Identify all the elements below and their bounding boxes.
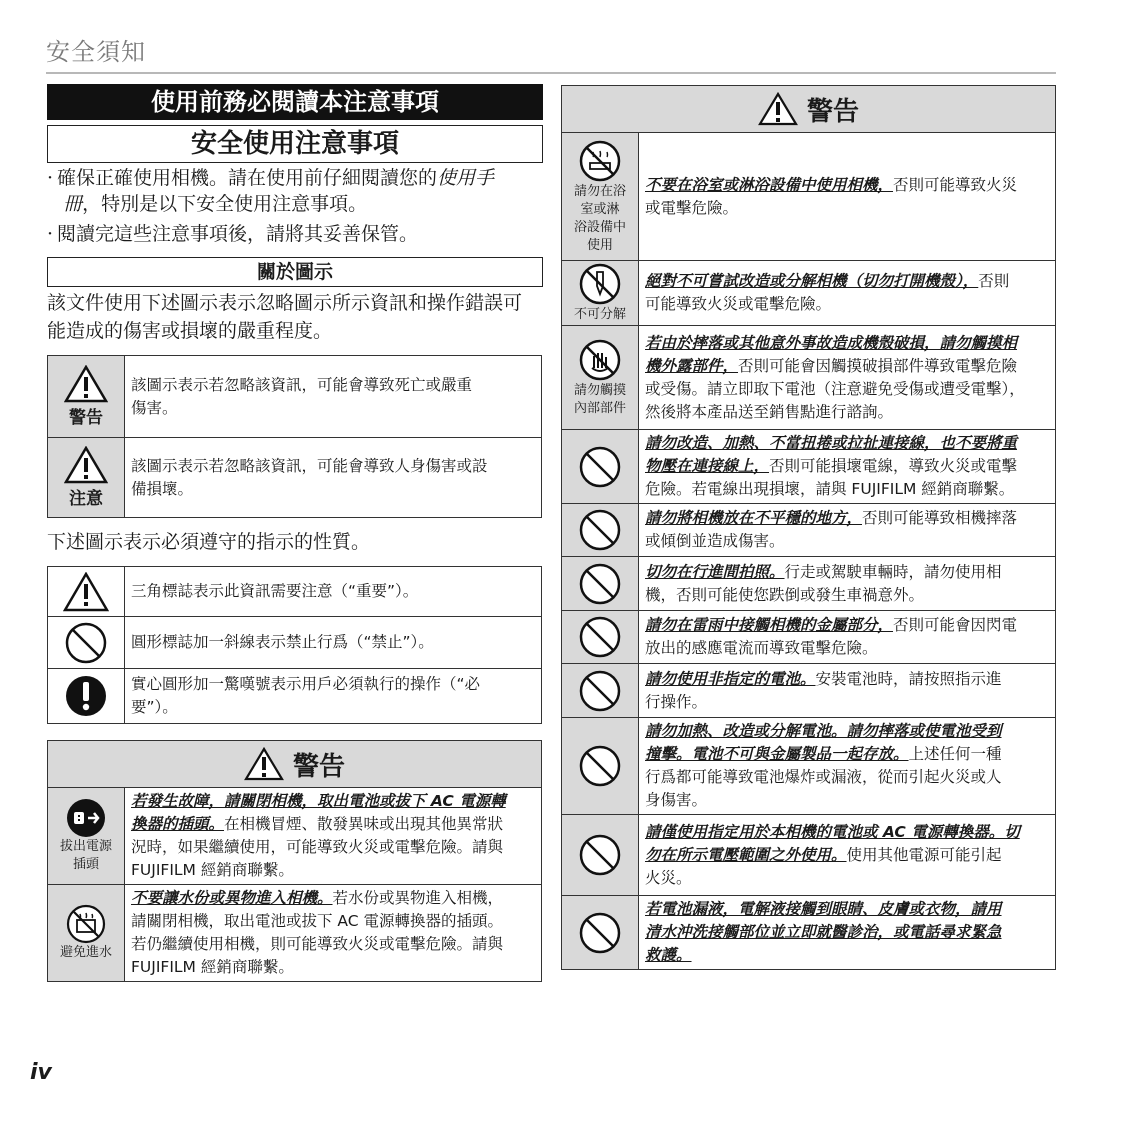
text-line bbox=[645, 898, 1049, 921]
emphasis-text: 清水沖洗接觸部位並立即就醫診治，或電話尋求緊急 bbox=[645, 923, 1002, 941]
prohibition-icon bbox=[578, 833, 622, 877]
warning-text bbox=[639, 896, 1056, 970]
icon-cell bbox=[562, 815, 639, 896]
icon-cell bbox=[562, 133, 639, 261]
symbol-text: 三角標誌表示此資訊需要注意（“重要”）。 bbox=[125, 567, 542, 617]
text-line bbox=[645, 614, 1049, 637]
warning-cell bbox=[48, 356, 125, 438]
body-text: 危險。若電線出現損壞，請與 FUJIFILM 經銷商聯繫。 bbox=[645, 480, 1015, 498]
prohibition-icon bbox=[578, 669, 622, 713]
severity-row-caution bbox=[48, 438, 542, 518]
body-text: FUJIFILM 經銷商聯繫。 bbox=[131, 861, 294, 879]
body-text: 否則可能會因觸摸破損部件導致電擊危險 bbox=[738, 356, 1018, 375]
body-text: 在相機冒煙、散發異味或出現其他異常狀 bbox=[224, 815, 504, 833]
severity-table bbox=[47, 355, 542, 518]
prohibition-icon bbox=[578, 562, 622, 606]
text-line bbox=[645, 789, 1049, 812]
para-line: 能造成的傷害或損壞的嚴重程度。 bbox=[47, 320, 333, 342]
warning-row bbox=[562, 611, 1056, 664]
warning-row bbox=[562, 664, 1056, 718]
body-text: 況時，如果繼續使用，可能導致火災或電擊危險。請與 bbox=[131, 838, 504, 856]
prohibition-icon bbox=[578, 744, 622, 788]
symbol-row-mandatory bbox=[48, 669, 542, 724]
icon-label: 避免進水 bbox=[59, 945, 112, 960]
unplug-icon bbox=[66, 798, 106, 838]
prohibition-icon bbox=[578, 615, 622, 659]
body-text: 或傾倒並造成傷害。 bbox=[645, 532, 785, 550]
symbol-cell bbox=[48, 567, 125, 617]
icon-label: 內部部件 bbox=[573, 400, 626, 416]
body-text: FUJIFILM 經銷商聯繫。 bbox=[131, 958, 294, 976]
warning-row-unplug bbox=[48, 788, 542, 885]
prohibition-icon bbox=[578, 911, 622, 955]
icon-label: 請勿在浴 bbox=[573, 183, 626, 199]
emphasis-text: 若電池漏液，電解液接觸到眼睛、皮膚或衣物，請用 bbox=[645, 900, 1002, 918]
manual-ref: 冊 bbox=[63, 193, 83, 215]
warning-header bbox=[562, 86, 1056, 133]
body-text: 火災。 bbox=[645, 868, 692, 887]
icons-description bbox=[47, 289, 547, 345]
text-line bbox=[645, 844, 1049, 867]
icon-label: 不可分解 bbox=[573, 307, 626, 322]
no-touch-icon bbox=[578, 338, 622, 382]
warning-text bbox=[639, 133, 1056, 261]
body-text: 行走或駕駛車輛時，請勿使用相 bbox=[784, 562, 1002, 581]
left-warning-table bbox=[47, 740, 542, 982]
warning-row bbox=[562, 504, 1056, 557]
text-line bbox=[645, 720, 1049, 743]
emphasis-text: 若發生故障，請關閉相機，取出電池或拔下 AC 電源轉 bbox=[131, 792, 506, 810]
warning-header-label: 警告 bbox=[807, 96, 860, 127]
emphasis-text: 機外露部件， bbox=[645, 356, 739, 375]
warning-header-row bbox=[562, 86, 1056, 133]
no-water-icon bbox=[66, 904, 106, 944]
icon-cell bbox=[562, 557, 639, 611]
bullet-text: 確保正確使用相機。請在使用前仔細閱讀您的 bbox=[57, 167, 438, 189]
text-line bbox=[645, 332, 1049, 355]
emphasis-text: 若由於摔落或其他意外事故造成機殼破損，請勿觸摸相 bbox=[645, 333, 1018, 352]
body-text: 行操作。 bbox=[645, 692, 708, 711]
warning-text bbox=[639, 718, 1056, 815]
emphasis-text: 不要讓水份或異物進入相機。 bbox=[131, 889, 333, 907]
text-line bbox=[645, 455, 1049, 478]
body-text: 若仍繼續使用相機，則可能導致火災或電擊危險。請與 bbox=[131, 935, 504, 953]
warning-text bbox=[639, 815, 1056, 896]
warning-triangle-icon bbox=[244, 747, 284, 781]
page-header-title: 安全須知 bbox=[46, 38, 146, 66]
text-line bbox=[645, 921, 1049, 944]
warning-row bbox=[562, 896, 1056, 970]
text-line bbox=[645, 432, 1049, 455]
severity-label: 警告 bbox=[69, 408, 103, 428]
icon-cell bbox=[562, 896, 639, 970]
prohibition-icon bbox=[578, 508, 622, 552]
unplug-cell bbox=[48, 788, 125, 885]
para-line: 該文件使用下述圖示表示忽略圖示所示資訊和操作錯誤可 bbox=[47, 292, 523, 314]
text-line: 該圖示表示若忽略該資訊，可能會導致人身傷害或設 bbox=[131, 456, 488, 475]
body-text: 身傷害。 bbox=[645, 791, 708, 809]
text-line bbox=[645, 584, 1049, 607]
warning-text bbox=[639, 664, 1056, 718]
warning-text bbox=[639, 557, 1056, 611]
prohibition-icon bbox=[64, 621, 108, 665]
instruction-description: 下述圖示表示必須遵守的指示的性質。 bbox=[47, 531, 371, 553]
emphasis-text: 救護。 bbox=[645, 946, 692, 964]
body-text: 否則可能導致相機摔落 bbox=[862, 509, 1018, 527]
emphasis-text: 不要在浴室或淋浴設備中使用相機， bbox=[645, 175, 894, 194]
water-cell bbox=[48, 885, 125, 982]
symbol-cell bbox=[48, 669, 125, 724]
body-text: 然後將本產品送至銷售點進行諮詢。 bbox=[645, 402, 894, 421]
icon-label: 浴設備中 bbox=[573, 219, 626, 235]
icon-cell bbox=[562, 326, 639, 430]
text-line bbox=[645, 637, 1049, 660]
text-line bbox=[645, 766, 1049, 789]
emphasis-text: 絕對不可嘗試改造或分解相機（切勿打開機殼）， bbox=[645, 272, 979, 290]
mandatory-action-icon bbox=[64, 674, 108, 718]
icon-label: 使用 bbox=[586, 237, 613, 253]
body-text: 否則可能會因閃電 bbox=[893, 616, 1018, 634]
body-text: 否則 bbox=[978, 272, 1010, 290]
body-text: 若水份或異物進入相機， bbox=[332, 889, 504, 907]
warning-header-label: 警告 bbox=[293, 751, 346, 782]
severity-label: 注意 bbox=[69, 489, 103, 509]
icon-cell bbox=[562, 261, 639, 326]
manual-ref: 使用手 bbox=[437, 167, 495, 189]
bullet-text: ，特別是以下安全使用注意事項。 bbox=[82, 193, 368, 215]
text-line: 傷害。 bbox=[131, 398, 178, 417]
text-line bbox=[645, 561, 1049, 584]
text-line bbox=[645, 530, 1049, 553]
warning-text bbox=[639, 430, 1056, 504]
text-line bbox=[645, 174, 1049, 197]
text-line bbox=[645, 821, 1049, 844]
prohibition-icon bbox=[578, 445, 622, 489]
warning-row bbox=[562, 557, 1056, 611]
text-line bbox=[645, 478, 1049, 501]
attention-triangle-icon bbox=[63, 572, 109, 612]
severity-text bbox=[125, 438, 542, 518]
emphasis-text: 請勿將相機放在不平穩的地方， bbox=[645, 509, 863, 527]
symbol-text bbox=[125, 669, 542, 724]
text-line: 備損壞。 bbox=[131, 479, 194, 498]
body-text: 或受傷。請立即取下電池（注意避免受傷或遭受電擊）， bbox=[645, 379, 1025, 398]
body-text: 請關閉相機，取出電池或拔下 AC 電源轉換器的插頭。 bbox=[131, 912, 504, 930]
page-number: iv bbox=[30, 1060, 52, 1085]
text-line bbox=[645, 355, 1049, 378]
no-disassembly-icon bbox=[578, 262, 622, 306]
warning-row bbox=[562, 261, 1056, 326]
icon-cell bbox=[562, 718, 639, 815]
bullet-item-2: · 閱讀完這些注意事項後，請將其妥善保管。 bbox=[47, 223, 419, 245]
icon-cell bbox=[562, 430, 639, 504]
warning-text bbox=[639, 611, 1056, 664]
emphasis-text: 撞擊。電池不可與金屬製品一起存放。 bbox=[645, 745, 909, 763]
body-text: 行爲都可能導致電池爆炸或漏液，從而引起火災或人 bbox=[645, 768, 1002, 786]
warning-header bbox=[48, 741, 542, 788]
header-rule bbox=[46, 72, 1056, 74]
warning-text bbox=[639, 326, 1056, 430]
warning-text bbox=[125, 885, 542, 982]
severity-text bbox=[125, 356, 542, 438]
text-line bbox=[645, 293, 1049, 316]
warning-row bbox=[562, 815, 1056, 896]
text-line bbox=[645, 197, 1049, 220]
text-line bbox=[645, 691, 1049, 714]
symbols-table bbox=[47, 566, 542, 724]
body-text: 上述任何一種 bbox=[908, 745, 1002, 763]
text-line: 要”）。 bbox=[131, 698, 178, 716]
emphasis-text: 勿在所示電壓範圍之外使用。 bbox=[645, 845, 847, 864]
no-bath-icon bbox=[578, 139, 622, 183]
text-line: 實心圓形加一驚嘆號表示用戶必須執行的操作（“必 bbox=[131, 675, 481, 693]
severity-row-warning bbox=[48, 356, 542, 438]
emphasis-text: 請勿加熱、改造或分解電池。請勿摔落或使電池受到 bbox=[645, 722, 1002, 740]
body-text: 使用其他電源可能引起 bbox=[846, 845, 1002, 864]
body-text: 否則可能導致火災 bbox=[893, 175, 1018, 194]
icon-label: 室或淋 bbox=[580, 201, 620, 217]
text-line bbox=[645, 944, 1049, 967]
warning-row bbox=[562, 718, 1056, 815]
bullet-text: 閱讀完這些注意事項後，請將其妥善保管。 bbox=[57, 223, 419, 245]
icon-label: 拔出電源 bbox=[59, 839, 112, 854]
warning-triangle-icon bbox=[64, 365, 108, 403]
symbol-cell bbox=[48, 617, 125, 669]
symbol-row-attention bbox=[48, 567, 542, 617]
right-warning-table bbox=[561, 85, 1056, 970]
warning-text bbox=[639, 504, 1056, 557]
body-text: 機，否則可能使您跌倒或發生車禍意外。 bbox=[645, 585, 925, 604]
text-line bbox=[645, 401, 1049, 424]
bullet-item-1: · 確保正確使用相機。請在使用前仔細閱讀您的使用手 冊，特別是以下安全使用注意事項。 bbox=[47, 167, 495, 215]
emphasis-text: 切勿在行進間拍照。 bbox=[645, 562, 785, 581]
body-text: 放出的感應電流而導致電擊危險。 bbox=[645, 639, 878, 657]
warning-row bbox=[562, 430, 1056, 504]
read-before-use-banner: 使用前務必閱讀本注意事項 bbox=[47, 84, 543, 120]
symbol-text: 圓形標誌加一斜線表示禁止行爲（“禁止”）。 bbox=[125, 617, 542, 669]
icon-cell bbox=[562, 664, 639, 718]
warning-row bbox=[562, 133, 1056, 261]
text-line bbox=[645, 668, 1049, 691]
emphasis-text: 換器的插頭。 bbox=[131, 815, 225, 833]
symbol-row-prohibited bbox=[48, 617, 542, 669]
safety-section-title: 安全使用注意事項 bbox=[47, 125, 543, 163]
warning-triangle-icon bbox=[758, 92, 798, 126]
text-line: 該圖示表示若忽略該資訊，可能會導致死亡或嚴重 bbox=[131, 375, 473, 394]
icon-label: 插頭 bbox=[72, 857, 99, 872]
body-text: 可能導致火災或電擊危險。 bbox=[645, 295, 832, 313]
icon-label: 請勿觸摸 bbox=[573, 382, 626, 398]
emphasis-text: 請勿在雷雨中接觸相機的金屬部分， bbox=[645, 616, 894, 634]
warning-header-row bbox=[48, 741, 542, 788]
body-text: 安裝電池時，請按照指示進 bbox=[815, 669, 1002, 688]
warning-row bbox=[562, 326, 1056, 430]
emphasis-text: 請勿改造、加熱、不當扭捲或拉扯連接線，也不要將重 bbox=[645, 434, 1018, 452]
emphasis-text: 物壓在連接線上， bbox=[645, 457, 770, 475]
caution-cell bbox=[48, 438, 125, 518]
warning-row-water bbox=[48, 885, 542, 982]
caution-triangle-icon bbox=[64, 446, 108, 484]
icons-section-title: 關於圖示 bbox=[47, 257, 543, 287]
body-text: 否則可能損壞電線，導致火災或電擊 bbox=[769, 457, 1018, 475]
body-text: 或電擊危險。 bbox=[645, 198, 739, 217]
icon-cell bbox=[562, 504, 639, 557]
emphasis-text: 請僅使用指定用於本相機的電池或 AC 電源轉換器。切 bbox=[645, 822, 1020, 841]
text-line bbox=[645, 507, 1049, 530]
text-line bbox=[645, 867, 1049, 890]
icon-cell bbox=[562, 611, 639, 664]
emphasis-text: 請勿使用非指定的電池。 bbox=[645, 669, 816, 688]
text-line bbox=[645, 743, 1049, 766]
text-line bbox=[645, 270, 1049, 293]
warning-text bbox=[639, 261, 1056, 326]
warning-text bbox=[125, 788, 542, 885]
text-line bbox=[645, 378, 1049, 401]
